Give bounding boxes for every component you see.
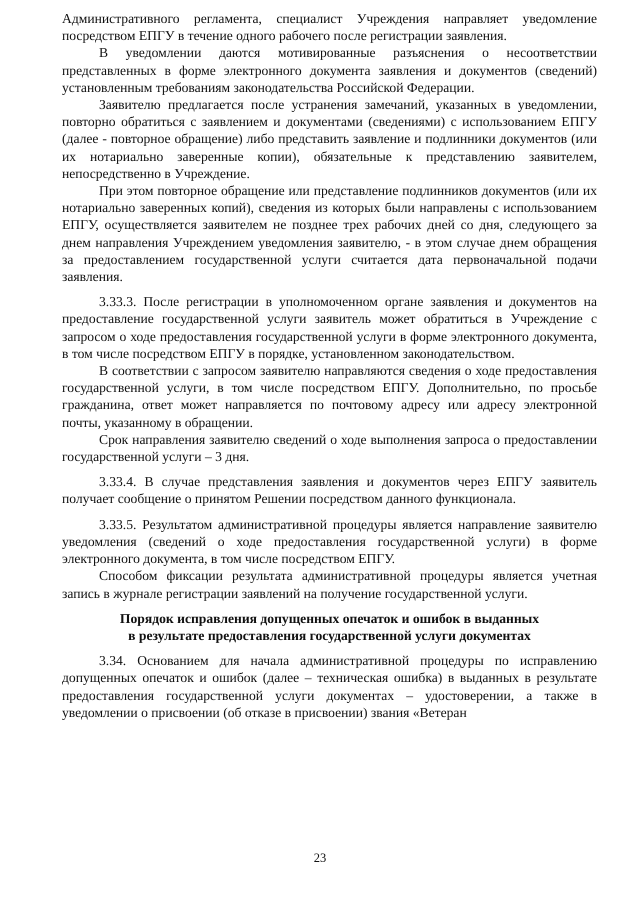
paragraph-3-33-4: 3.33.4. В случае представления заявления и документов через ЕПГУ заявитель получает сообщение о принятом Решении посредством данного функционала. <box>62 474 597 507</box>
paragraph-3-34: 3.34. Основанием для начала административной процедуры по исправлению допущенных опечаток и ошибок (далее – техническая ошибка) в выданных в результате предоставления государственной услуги документах – удостоверении, а также в уведомлении о присвоении (об отказе в присвоении) звания «Ветеран <box>62 653 597 720</box>
paragraph-3-33-3: 3.33.3. После регистрации в уполномоченном органе заявления и документов на предоставление государственной услуги заявитель может обратиться в Учреждение с запросом о ходе предоставления государственной услуги в форме электронного документа, в том числе посредством ЕПГУ в порядке, установленном законодательством. <box>62 294 597 361</box>
page-number: 23 <box>313 851 327 865</box>
section-heading <box>62 610 597 644</box>
paragraph-repeat-deadline: При этом повторное обращение или представление подлинников документов (или их нотариально заверенных копий), сведения из которых были направлены с использованием ЕПГУ, осуществляется заявителем не позднее трех рабочих дней со дня, следующего за днем направления Учреждением уведомления заявителю, - в этом случае днем обращения за предоставлением государственной услуги считается дата первоначальной подачи заявления. <box>62 183 597 285</box>
paragraph-notice-explanations: В уведомлении даются мотивированные разъяснения о несоответствии представленных в форме электронного документа заявления и документов (сведений) установленным требованиям законодательства Российской Федерации. <box>62 45 597 95</box>
paragraph-repeat-application: Заявителю предлагается после устранения замечаний, указанных в уведомлении, повторно обратиться с заявлением и документами (сведениями) с использованием ЕПГУ (далее - повторное обращение) либо представить заявление и подлинники документов (или их нотариально заверенные копии), обязательные к представлению заявителем, непосредственно в Учреждение. <box>62 97 597 181</box>
paragraph-regulation-notice: Административного регламента, специалист Учреждения направляет уведомление посредством ЕПГУ в течение одного рабочего после регистрации заявления. <box>62 11 597 44</box>
paragraph-3-33-5: 3.33.5. Результатом административной процедуры является направление заявителю уведомления (сведений о ходе предоставления государственной услуги) в форме электронного документа, в том числе посредством ЕПГУ. <box>62 516 597 567</box>
paragraph-result-recording: Способом фиксации результата административной процедуры является учетная запись в журнале регистрации заявлений на получение государственной услуги. <box>62 568 597 601</box>
paragraph-request-response: В соответствии с запросом заявителю направляются сведения о ходе предоставления государственной услуги, в том числе посредством ЕПГУ. Дополнительно, по просьбе гражданина, ответ может направляется по почтовому адресу или адресу электронной почты, указанному в обращении. <box>62 363 597 430</box>
document-page <box>62 10 597 721</box>
section-heading-line-2: в результате предоставления государственной услуги документах <box>128 627 531 643</box>
section-heading-line-1: Порядок исправления допущенных опечаток и ошибок в выданных <box>119 610 540 626</box>
paragraph-response-term: Срок направления заявителю сведений о ходе выполнения запроса о предоставлении государственной услуги – 3 дня. <box>62 431 597 465</box>
